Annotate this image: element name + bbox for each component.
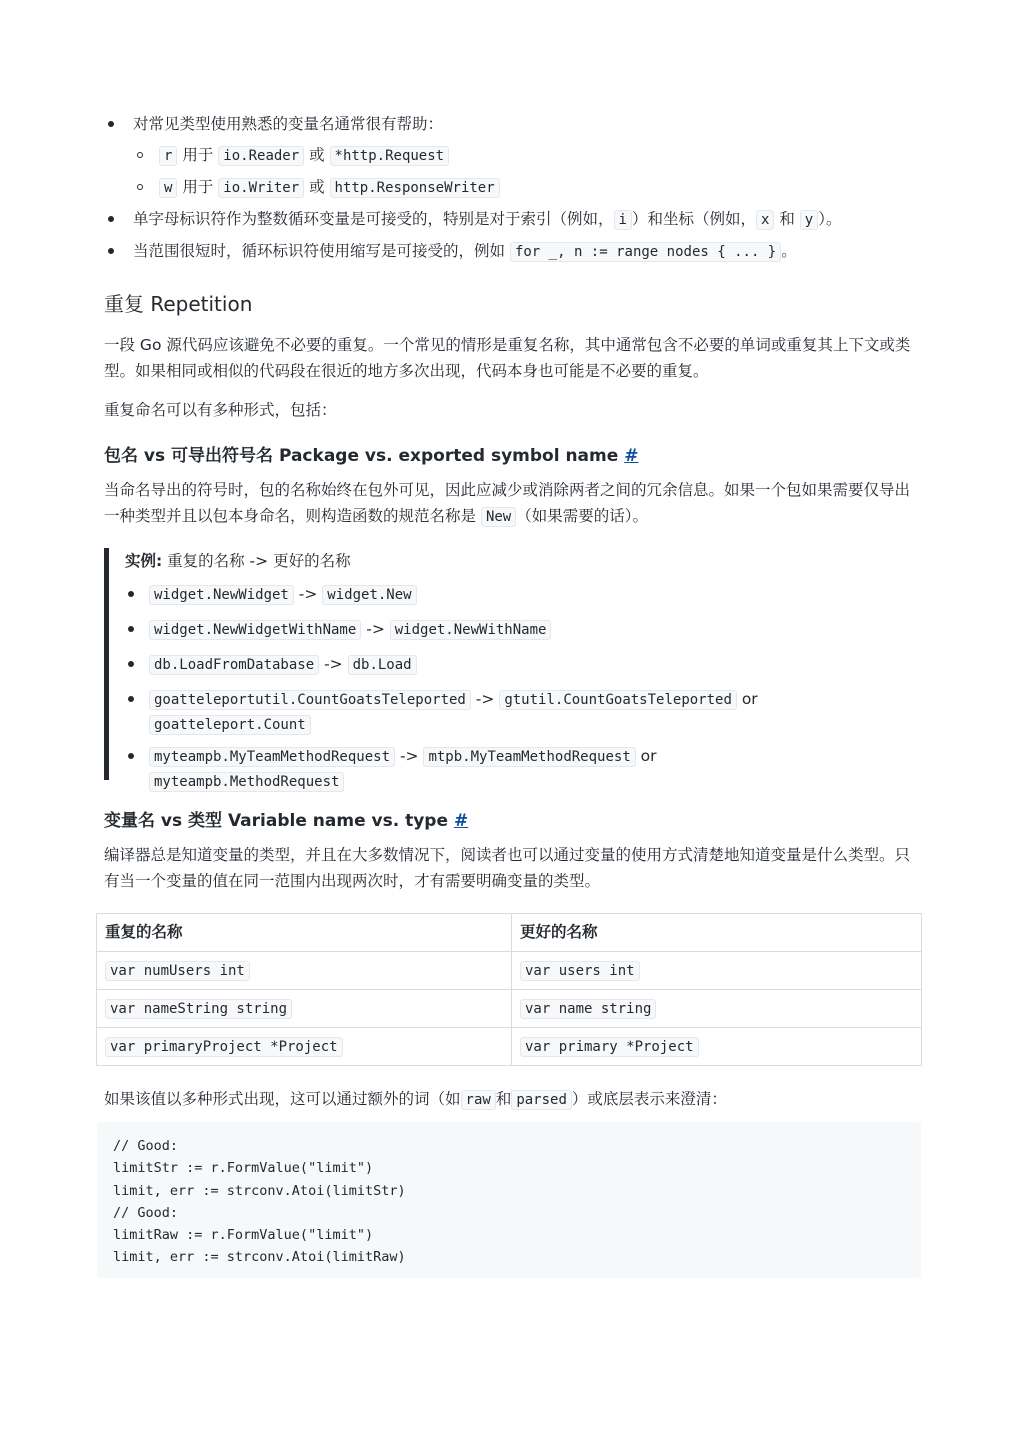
inline-code: i — [614, 210, 632, 230]
table-row — [97, 990, 922, 1028]
table-row — [97, 1028, 922, 1066]
inline-code: mtpb.MyTeamMethodRequest — [423, 747, 635, 767]
table-cell — [512, 1028, 922, 1066]
section-heading-package: 包名 vs 可导出符号名 Package vs. exported symbol name # — [104, 446, 639, 466]
inline-code: var nameString string — [105, 999, 292, 1019]
inline-code: r — [159, 146, 177, 166]
inline-code: io.Writer — [218, 178, 304, 198]
table-header-row — [97, 914, 922, 952]
inline-code: var primaryProject *Project — [105, 1037, 343, 1057]
example-item: db.LoadFromDatabase -> db.Load — [125, 652, 914, 680]
paragraph: 如果该值以多种形式出现，这可以通过额外的词（如 raw 和 parsed ）或底层表示来澄清： — [104, 1090, 727, 1108]
example-item: goatteleportutil.CountGoatsTeleported -> gtutil.CountGoatsTeleported or goatteleport.Count — [125, 687, 914, 737]
example-item: widget.NewWidget -> widget.New — [125, 582, 914, 610]
code-line: limitRaw := r.FormValue("limit") — [113, 1227, 374, 1244]
inline-code: raw — [461, 1090, 496, 1110]
section-heading-variable: 变量名 vs 类型 Variable name vs. type # — [104, 811, 469, 831]
inline-code: widget.NewWithName — [390, 620, 552, 640]
list-item: 单字母标识符作为整数循环变量是可接受的，特别是对于索引（例如， i ）和坐标（例如， x 和 y ）。 — [104, 205, 924, 234]
inline-code: widget.NewWidgetWithName — [149, 620, 361, 640]
inline-code: http.ResponseWriter — [330, 178, 500, 198]
code-line: limit, err := strconv.Atoi(limitRaw) — [113, 1249, 406, 1266]
table-row — [97, 952, 922, 990]
table-header: 更好的名称 — [512, 914, 922, 952]
inline-code: db.LoadFromDatabase — [149, 655, 319, 675]
list-item: 对常见类型使用熟悉的变量名通常很有帮助： — [104, 110, 924, 138]
code-block — [97, 1122, 921, 1278]
list-item: r 用于 io.Reader 或 *http.Request — [104, 141, 924, 170]
example-item: myteampb.MyTeamMethodRequest -> mtpb.MyTeamMethodRequest or myteampb.MethodRequest — [125, 744, 914, 794]
example-title: 实例: 重复的名称 -> 更好的名称 — [125, 552, 351, 570]
inline-code: y — [800, 210, 818, 230]
inline-code: widget.New — [322, 585, 416, 605]
list-item: 当范围很短时，循环标识符使用缩写是可接受的，例如 for _, n := range nodes { ... } 。 — [104, 237, 924, 266]
code-line: limitStr := r.FormValue("limit") — [113, 1160, 374, 1177]
code-line: limit, err := strconv.Atoi(limitStr) — [113, 1182, 406, 1199]
inline-code: var name string — [520, 999, 656, 1019]
inline-code: goatteleport.Count — [149, 715, 311, 735]
inline-code: parsed — [511, 1090, 572, 1110]
naming-tips-list — [104, 110, 924, 269]
inline-code: for _, n := range nodes { ... } — [510, 242, 781, 262]
inline-code: *http.Request — [330, 146, 450, 166]
inline-code: var primary *Project — [520, 1037, 699, 1057]
example-item: widget.NewWidgetWithName -> widget.NewWithName — [125, 617, 914, 645]
inline-code: x — [756, 210, 774, 230]
heading-anchor-link[interactable]: # — [453, 811, 469, 831]
paragraph: 一段 Go 源代码应该避免不必要的重复。一个常见的情形是重复名称，其中通常包含不必要的单词或重复其上下文或类型。如果相同或相似的代码段在很近的地方多次出现，代码本身也可能是不必要的重复。 — [104, 336, 911, 380]
sub-list — [104, 141, 924, 202]
inline-code: goatteleportutil.CountGoatsTeleported — [149, 690, 471, 710]
table-cell — [512, 952, 922, 990]
table-header: 重复的名称 — [97, 914, 512, 952]
table-cell — [97, 990, 512, 1028]
code-line: // Good: — [113, 1204, 179, 1221]
inline-code: myteampb.MethodRequest — [149, 772, 344, 792]
inline-code: db.Load — [348, 655, 417, 675]
table-cell — [97, 1028, 512, 1066]
inline-code: io.Reader — [218, 146, 304, 166]
naming-comparison-table — [96, 913, 922, 1066]
inline-code: widget.NewWidget — [149, 585, 294, 605]
inline-code: New — [481, 507, 516, 527]
example-list — [125, 582, 914, 794]
heading-anchor-link[interactable]: # — [624, 446, 639, 466]
paragraph: 重复命名可以有多种形式，包括： — [104, 401, 337, 419]
inline-code: var numUsers int — [105, 961, 250, 981]
inline-code: gtutil.CountGoatsTeleported — [499, 690, 737, 710]
table-cell — [512, 990, 922, 1028]
section-heading-repetition: 重复 Repetition — [104, 292, 253, 316]
code-line: // Good: — [113, 1138, 179, 1154]
example-blockquote — [104, 548, 914, 790]
paragraph: 当命名导出的符号时，包的名称始终在包外可见，因此应减少或消除两者之间的冗余信息。如果一个包如果需要仅导出一种类型并且以包本身命名，则构造函数的规范名称是 New （如果需要的话）。 — [104, 481, 911, 525]
paragraph: 编译器总是知道变量的类型，并且在大多数情况下，阅读者也可以通过变量的使用方式清楚地知道变量是什么类型。只有当一个变量的值在同一范围内出现两次时，才有需要明确变量的类型。 — [104, 846, 911, 890]
inline-code: myteampb.MyTeamMethodRequest — [149, 747, 395, 767]
inline-code: var users int — [520, 961, 640, 981]
table-cell — [97, 952, 512, 990]
list-item: w 用于 io.Writer 或 http.ResponseWriter — [104, 173, 924, 202]
inline-code: w — [159, 178, 177, 198]
